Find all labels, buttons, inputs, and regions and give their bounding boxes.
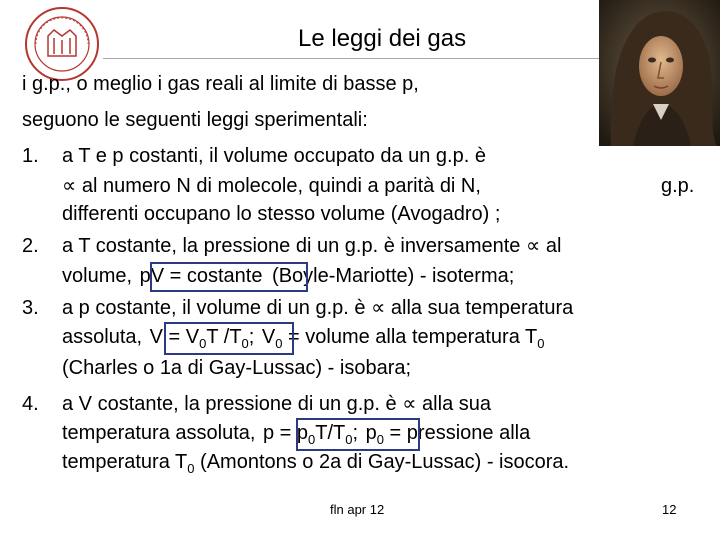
list-item-1-line-1: a T e p costanti, il volume occupato da un g.p. è	[62, 145, 486, 167]
list-item-3-pre: assoluta,	[62, 326, 143, 348]
list-item-number-1: 1.	[22, 145, 39, 167]
list-item-3-line-3: (Charles o 1a di Gay-Lussac) - isobara;	[62, 357, 412, 379]
university-seal-icon	[24, 6, 100, 82]
amontons-formula: $p = p_0T/T_0$;	[263, 422, 359, 447]
portrait-image	[599, 0, 720, 146]
list-item-2-line-1: a T costante, la pressione di un g.p. è inversamente ∝ al	[62, 235, 562, 257]
list-item-4-pre: temperatura assoluta,	[62, 422, 256, 444]
page-number: 12	[662, 502, 677, 517]
intro-line-1: i g.p., o meglio i gas reali al limite di basse p,	[22, 73, 419, 95]
title-divider	[103, 58, 600, 59]
list-item-number-4: 4.	[22, 393, 39, 415]
amontons-formula-box	[296, 418, 420, 451]
charles-formula: $V = V_0T$ $/T_0$;	[149, 326, 255, 351]
list-item-1-line-2-end: g.p.	[661, 175, 695, 197]
list-item-3-line-1: a p costante, il volume di un g.p. è ∝ alla sua temperatura	[62, 297, 574, 319]
page-title: Le leggi dei gas	[298, 25, 467, 52]
boyle-formula: pV = costante	[139, 265, 263, 287]
intro-line-2: seguono le seguenti leggi sperimentali:	[22, 109, 368, 131]
list-item-2-pre: volume,	[62, 265, 133, 287]
list-item-1-line-2: ∝ al numero N di molecole, quindi a parità di N,	[62, 175, 481, 197]
list-item-4-post: $p_0$ = pressione alla	[365, 422, 531, 447]
list-item-3-line-2	[62, 325, 544, 351]
charles-formula-box	[164, 322, 294, 355]
list-item-3-post: $V_0$ = volume alla temperatura $T_0$	[261, 326, 545, 351]
list-item-number-2: 2.	[22, 235, 39, 257]
footer-date: fln apr 12	[330, 502, 385, 517]
list-item-4-line-3: temperatura $T_0$ (Amontons o 2a di Gay-Lussac) - isocora.	[62, 451, 570, 476]
list-item-1-line-3: differenti occupano lo stesso volume (Avogadro) ;	[62, 203, 501, 225]
list-item-2-post: (Boyle-Mariotte) - isoterma;	[272, 265, 515, 287]
boyle-formula-box	[150, 262, 308, 292]
list-item-number-3: 3.	[22, 297, 39, 319]
list-item-4-line-1: a V costante, la pressione di un g.p. è ∝ alla sua	[62, 393, 491, 415]
